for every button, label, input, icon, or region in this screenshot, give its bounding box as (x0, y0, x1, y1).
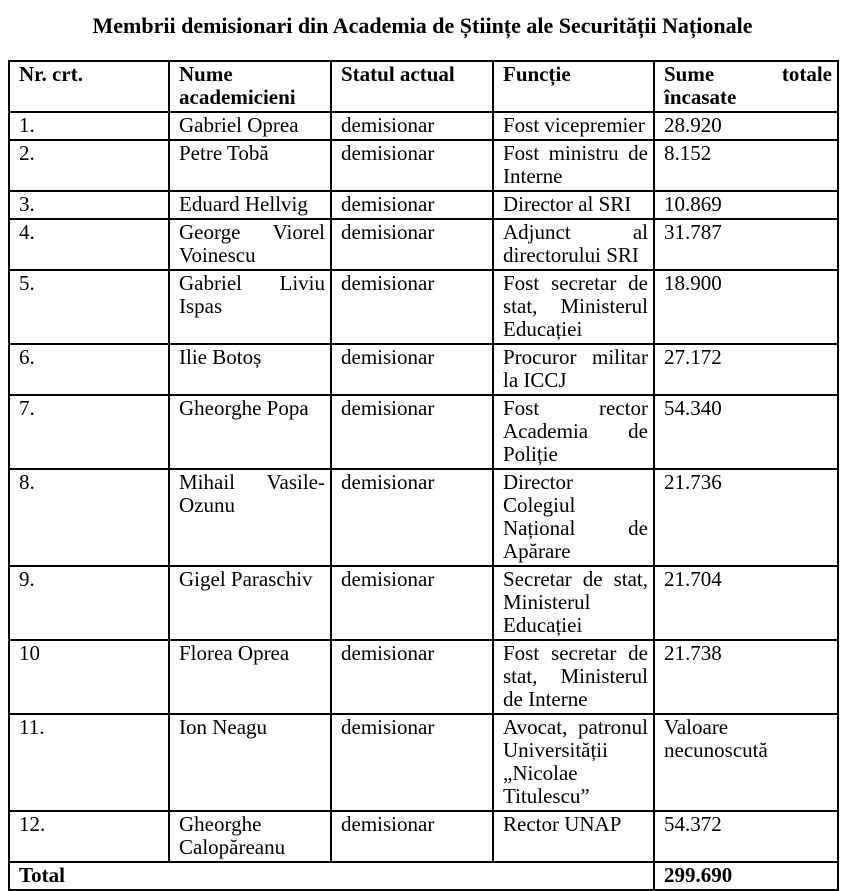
cell-functie: Procuror militar la ICCJ (493, 344, 654, 395)
cell-suma: 27.172 (654, 344, 838, 395)
cell-nume: Gabriel Liviu Ispas (169, 270, 331, 344)
cell-nr: 1. (9, 112, 169, 140)
table-row (9, 219, 838, 270)
table-row (9, 714, 838, 811)
cell-nume: Gheorghe Popa (169, 395, 331, 469)
total-label: Total (9, 862, 654, 890)
cell-functie: Adjunct al directorului SRI (493, 219, 654, 270)
cell-statut: demisionar (331, 566, 493, 640)
col-header-nr-crt: Nr. crt. (9, 61, 169, 112)
cell-nr: 6. (9, 344, 169, 395)
cell-statut: demisionar (331, 270, 493, 344)
cell-nume: George Viorel Voinescu (169, 219, 331, 270)
cell-functie: Fost secretar de stat, Ministerul de Interne (493, 640, 654, 714)
col-header-nume: Nume academicieni (169, 61, 331, 112)
total-value: 299.690 (654, 862, 838, 890)
cell-statut: demisionar (331, 344, 493, 395)
cell-statut: demisionar (331, 395, 493, 469)
cell-nr: 7. (9, 395, 169, 469)
cell-suma: 54.372 (654, 811, 838, 862)
cell-statut: demisionar (331, 219, 493, 270)
total-row (9, 862, 838, 890)
col-header-suma: Sume totale încasate (654, 61, 838, 112)
cell-statut: demisionar (331, 191, 493, 219)
cell-statut: demisionar (331, 640, 493, 714)
cell-statut: demisionar (331, 140, 493, 191)
cell-statut: demisionar (331, 469, 493, 566)
cell-statut: demisionar (331, 811, 493, 862)
cell-nume: Gheorghe Calopăreanu (169, 811, 331, 862)
cell-functie: Director Colegiul Național de Apărare (493, 469, 654, 566)
cell-nr: 12. (9, 811, 169, 862)
document-page (0, 13, 845, 887)
table-row (9, 395, 838, 469)
cell-suma: Valoare necunoscută (654, 714, 838, 811)
cell-nr: 10 (9, 640, 169, 714)
cell-functie: Director al SRI (493, 191, 654, 219)
cell-functie: Secretar de stat, Ministerul Educației (493, 566, 654, 640)
cell-statut: demisionar (331, 714, 493, 811)
cell-nr: 2. (9, 140, 169, 191)
table-row (9, 270, 838, 344)
cell-nume: Gigel Paraschiv (169, 566, 331, 640)
cell-nume: Gabriel Oprea (169, 112, 331, 140)
table-row (9, 344, 838, 395)
cell-suma: 18.900 (654, 270, 838, 344)
col-header-functie: Funcție (493, 61, 654, 112)
cell-nr: 11. (9, 714, 169, 811)
cell-functie: Rector UNAP (493, 811, 654, 862)
cell-functie: Fost ministru de Interne (493, 140, 654, 191)
cell-nr: 3. (9, 191, 169, 219)
cell-nr: 9. (9, 566, 169, 640)
cell-functie: Fost rector Academia de Poliție (493, 395, 654, 469)
cell-nr: 5. (9, 270, 169, 344)
cell-nume: Florea Oprea (169, 640, 331, 714)
cell-nr: 4. (9, 219, 169, 270)
cell-suma: 8.152 (654, 140, 838, 191)
cell-suma: 21.704 (654, 566, 838, 640)
cell-suma: 21.738 (654, 640, 838, 714)
cell-nume: Mihail Vasile-Ozunu (169, 469, 331, 566)
cell-nume: Ilie Botoș (169, 344, 331, 395)
table-row (9, 191, 838, 219)
table-row (9, 640, 838, 714)
cell-suma: 54.340 (654, 395, 838, 469)
table-row (9, 811, 838, 862)
cell-functie: Avocat, patronul Universității „Nicolae Titulescu” (493, 714, 654, 811)
header-row (9, 61, 838, 112)
table-row (9, 469, 838, 566)
table-row (9, 140, 838, 191)
cell-functie: Fost vicepremier (493, 112, 654, 140)
cell-functie: Fost secretar de stat, Ministerul Educației (493, 270, 654, 344)
table-row (9, 112, 838, 140)
cell-suma: 31.787 (654, 219, 838, 270)
cell-suma: 10.869 (654, 191, 838, 219)
cell-nume: Petre Tobă (169, 140, 331, 191)
cell-suma: 28.920 (654, 112, 838, 140)
cell-nr: 8. (9, 469, 169, 566)
cell-nume: Ion Neagu (169, 714, 331, 811)
col-header-statut: Statul actual (331, 61, 493, 112)
members-table (8, 60, 839, 891)
table-row (9, 566, 838, 640)
cell-nume: Eduard Hellvig (169, 191, 331, 219)
page-title: Membrii demisionari din Academia de Științe ale Securității Naționale (92, 13, 753, 38)
cell-suma: 21.736 (654, 469, 838, 566)
cell-statut: demisionar (331, 112, 493, 140)
